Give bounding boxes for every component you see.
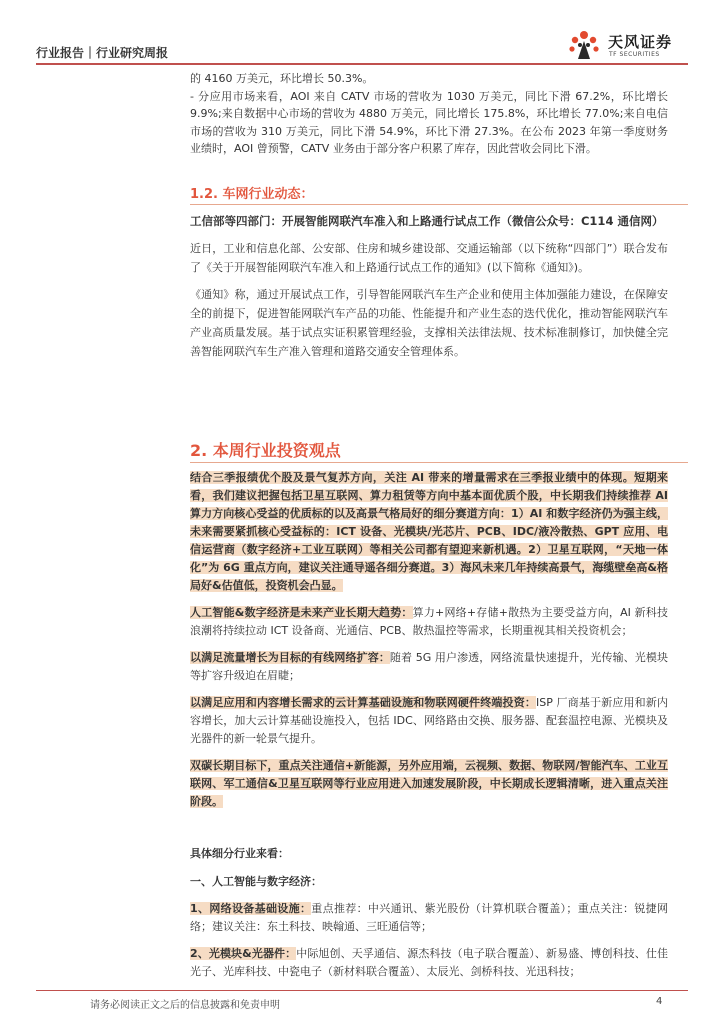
section-1-2-body	[190, 211, 668, 361]
page-number: 4	[656, 996, 663, 1007]
traffic-lead: 以满足流量增长为目标的有线网络扩容：	[190, 651, 390, 664]
intro-line: 的 4160 万美元，环比增长 50.3%。	[190, 72, 374, 85]
main-content	[190, 70, 668, 158]
cloud-lead: 以满足应用和内容增长需求的云计算基础设施和物联网硬件终端投资：	[190, 696, 537, 709]
tf-logo-icon	[566, 29, 602, 61]
cloud-body: ISP 厂商基于新应用和新内容增长，加大云计算基础设施投入，包括 IDC、网络路由交换、服务器、配套温控电源、光模块及光器件的新一轮景气提升。	[190, 696, 669, 745]
intro-paragraph: - 分应用市场来看，AOI 来自 CATV 市场的营收为 1030 万美元，同比下滑 67.2%，环比增长 9.9%;来自数据中心市场的营收为 4880 万美元，同比增长 175.8%，环比增长 77.0%;来自电信市场的营收为 310 万美元，同比下滑 54.9%，环比下滑 27.3%。在公布 2023 年第一季度财务业绩时，AOI 曾预警，CATV 业务由于部分客户积累了库存，因此营收会同比下滑。	[190, 89, 668, 155]
section-2-body	[190, 469, 668, 981]
news-paragraph-1: 近日，工业和信息化部、公安部、住房和城乡建设部、交通运输部（以下统称“四部门”）联合发布了《关于开展智能网联汽车准入和上路通行试点工作的通知》(以下简称《通知》)。	[190, 242, 668, 274]
segments-title: 具体细分行业来看：	[190, 847, 289, 860]
carbon-paragraph	[190, 757, 668, 811]
ai-body: 算力+网络+存储+散热为主要受益方向，AI 新科技浪潮将持续拉动 ICT 设备商、光通信、PCB、散热温控等需求，长期重视其相关投资机会；	[190, 606, 668, 637]
segment-ai-heading: 一、人工智能与数字经济：	[190, 874, 322, 888]
investment-summary	[190, 469, 668, 595]
segment-item-network-lead: 1、网络设备基础设施：	[190, 902, 312, 915]
logo-english-name: TF SECURITIES	[609, 51, 660, 58]
segment-item-network-body: 重点推荐：中兴通讯、紫光股份（计算机联合覆盖）；重点关注：锐捷网络；建议关注：东土科技、映翰通、三旺通信等；	[190, 902, 668, 933]
investment-summary-text: 结合三季报绩优个股及景气复苏方向，关注 AI 带来的增量需求在三季报业绩中的体现。短期来看，我们建议把握包括卫星互联网、算力租赁等方向中基本面优质个股，中长期我们持续推荐 AI 算力方向核心受益的优质标的以及高景气格局好的细分赛道方向：1）AI 和数字经济仍为强主线，未来需要紧抓核心受益标的：ICT 设备、光模块/光芯片、PCB、IDC/液冷散热、GPT 应用、电信运营商（数字经济+工业互联网）等相关公司都有望迎来新机遇。2）卫星互联网，“天地一体化”为 6G 重点方向，建议关注通导遥各细分赛道。3）海风未来几年持续高景气，海缆壁垒高&格局好&估值低，投资机会凸显。	[190, 471, 668, 592]
footer-rule	[36, 990, 688, 991]
brand-logo	[566, 29, 696, 59]
traffic-body: 随着 5G 用户渗透，网络流量快速提升，光传输、光模块等扩容升级迫在眉睫；	[190, 651, 668, 682]
segment-item-network	[190, 900, 668, 936]
segment-item-optical-lead: 2、光模块&光器件：	[190, 947, 297, 960]
ai-paragraph	[190, 604, 668, 640]
footer-disclaimer: 请务必阅读正文之后的信息披露和免责申明	[90, 1000, 280, 1011]
news-paragraph-2: 《通知》称，通过开展试点工作，引导智能网联汽车生产企业和使用主体加强能力建设，在保障安全的前提下，促进智能网联汽车产品的功能、性能提升和产业生态的迭代优化，推动智能网联汽车产业高质量发展。基于试点实证积累管理经验，支撑相关法律法规、技术标准制修订，加快健全完善智能网联汽车生产准入管理和道路交通安全管理体系。	[190, 288, 668, 358]
section-2-heading: 2. 本周行业投资观点	[190, 441, 341, 460]
traffic-paragraph	[190, 649, 668, 685]
section-1-2-heading: 1.2. 车网行业动态：	[190, 187, 314, 202]
news-title: 工信部等四部门：开展智能网联汽车准入和上路通行试点工作（微信公众号：C114 通信网）	[190, 214, 664, 228]
section-1-2-underline	[190, 204, 688, 205]
section-2-underline	[190, 462, 688, 463]
cloud-paragraph	[190, 694, 668, 748]
segment-item-optical	[190, 945, 668, 981]
carbon-text: 双碳长期目标下，重点关注通信+新能源，另外应用端，云视频、数据、物联网/智能汽车、工业互联网、军工通信&卫星互联网等行业应用进入加速发展阶段，中长期成长逻辑清晰，进入重点关注阶段。	[190, 759, 668, 808]
segment-item-optical-body: 中际旭创、天孚通信、源杰科技（电子联合覆盖）、新易盛、博创科技、仕佳光子、光库科技、中瓷电子（新材料联合覆盖）、太辰光、剑桥科技、光迅科技；	[190, 947, 668, 978]
ai-lead: 人工智能&数字经济是未来产业长期大趋势：	[190, 606, 413, 619]
report-category: 行业报告｜行业研究周报	[36, 46, 169, 60]
logo-chinese-name: 天风证券	[608, 33, 673, 51]
header-rule	[36, 63, 688, 65]
